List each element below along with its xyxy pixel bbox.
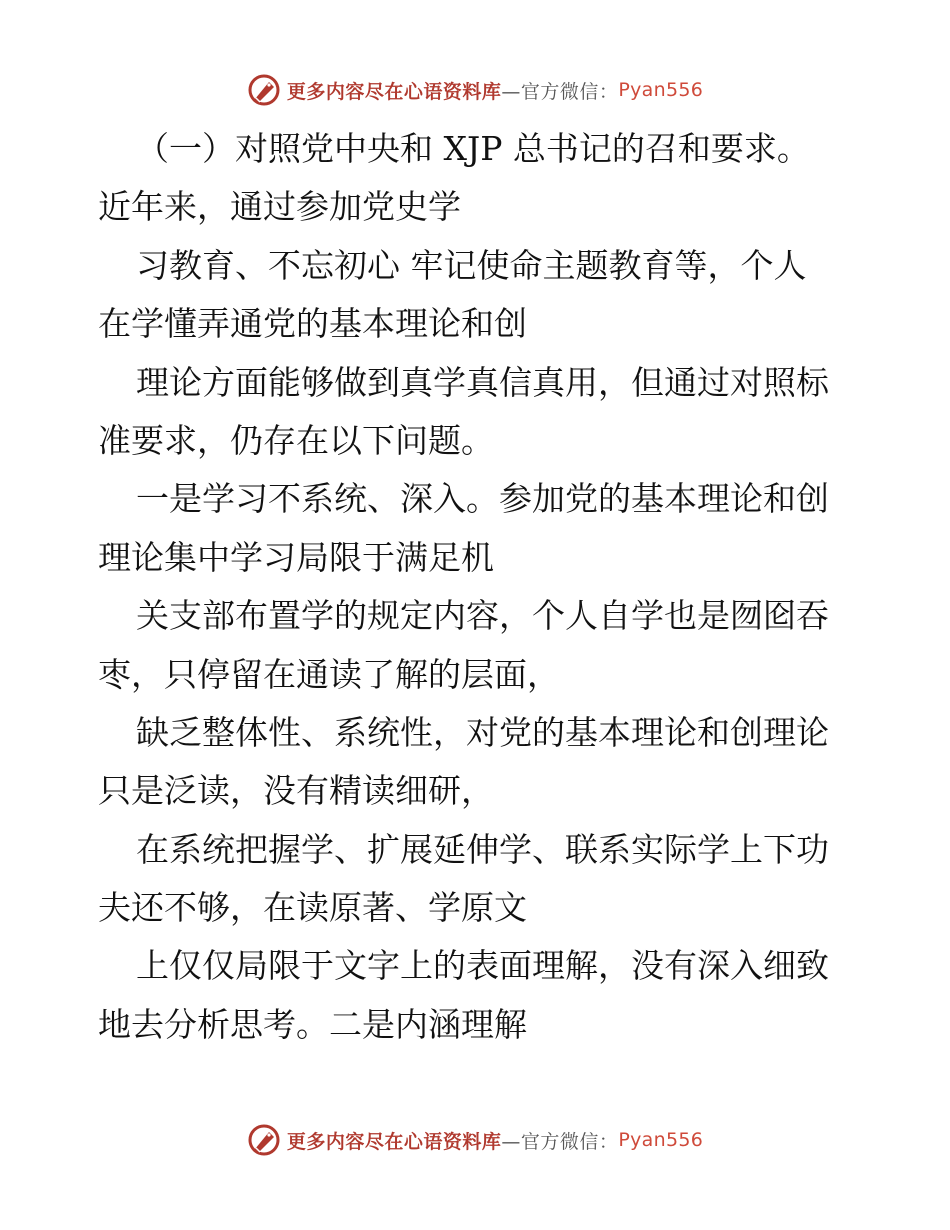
text-line: 只是泛读，没有精读细研， <box>98 771 494 811</box>
text-line: 在系统把握学、扩展延伸学、联系实际学上下功 <box>136 829 829 869</box>
header-banner-wechat-id: Pyan556 <box>618 79 704 101</box>
text-line: 夫还不够，在读原著、学原文 <box>98 888 527 928</box>
text-line: 准要求，仍存在以下问题。 <box>98 420 494 460</box>
text-line: 枣，只停留在通读了解的层面， <box>98 654 560 694</box>
text-line: 上仅仅局限于文字上的表面理解，没有深入细致 <box>136 946 829 986</box>
pen-nib-logo-icon <box>247 1123 281 1157</box>
pen-nib-logo-icon <box>247 73 281 107</box>
text-line: 近年来，通过参加党史学 <box>98 187 461 227</box>
text-line: 在学懂弄通党的基本理论和创 <box>98 304 527 344</box>
text-line: 关支部布置学的规定内容，个人自学也是囫囵吞 <box>136 596 829 636</box>
footer-banner-title: 更多内容尽在心语资料库 <box>286 1130 502 1153</box>
header-banner-title: 更多内容尽在心语资料库 <box>286 80 502 103</box>
header-banner-label: —官方微信： <box>501 80 619 103</box>
text-line: （一）对照党中央和 XJP 总书记的召和要求。 <box>136 129 810 168</box>
text-line: 理论集中学习局限于满足机 <box>98 537 494 577</box>
text-line: 习教育、不忘初心 牢记使命主题教育等，个人 <box>136 245 807 285</box>
footer-banner <box>0 1120 950 1160</box>
footer-banner-wechat-id: Pyan556 <box>618 1129 704 1151</box>
header-banner <box>0 70 950 110</box>
document-body <box>98 120 858 1054</box>
text-line: 理论方面能够做到真学真信真用，但通过对照标 <box>136 362 829 402</box>
text-line: 一是学习不系统、深入。参加党的基本理论和创 <box>136 479 829 519</box>
footer-banner-label: —官方微信： <box>501 1130 619 1153</box>
text-line: 地去分析思考。二是内涵理解 <box>98 1004 527 1044</box>
text-line: 缺乏整体性、系统性，对党的基本理论和创理论 <box>136 712 829 752</box>
